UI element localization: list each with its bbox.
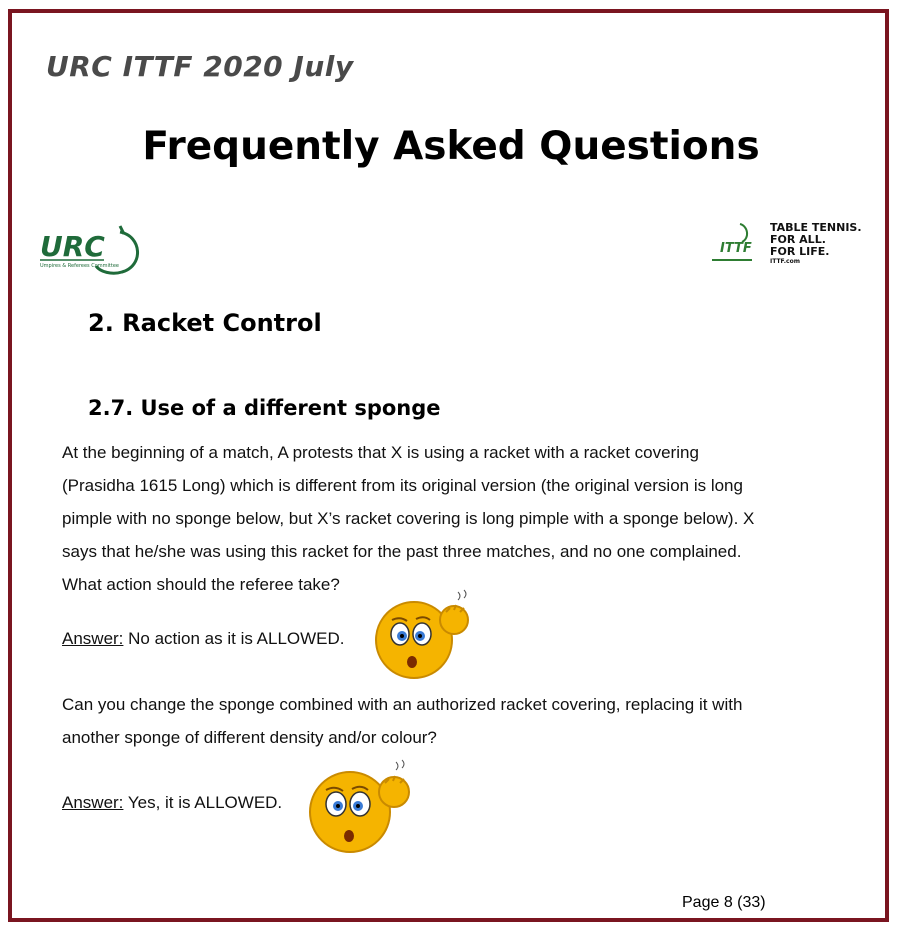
answer-2-text: Yes, it is ALLOWED.: [123, 793, 283, 812]
ittf-tagline-3: FOR LIFE.: [770, 245, 830, 258]
ittf-tagline-1: TABLE TENNIS.: [770, 221, 862, 234]
section-title: 2. Racket Control: [88, 309, 322, 337]
question-2-line: another sponge of different density and/or colour?: [62, 728, 437, 747]
confused-emoji-icon: [304, 754, 416, 858]
answer-2-label: Answer:: [62, 793, 124, 812]
ittf-tagline-2: FOR ALL.: [770, 233, 826, 246]
ittf-url: ITTF.com: [770, 258, 800, 265]
question-1-line: pimple with no sponge below, but X’s racket covering is long pimple with a sponge below). X: [62, 509, 755, 528]
page-title: Frequently Asked Questions: [142, 124, 760, 169]
page-number: Page 8 (33): [682, 894, 766, 911]
question-1-line: What action should the referee take?: [62, 575, 340, 594]
confused-emoji-icon: [372, 586, 478, 686]
urc-logo-subtitle: Umpires & Referees Committee: [40, 263, 120, 269]
answer-1-label: Answer:: [62, 629, 124, 648]
question-2-text: [62, 688, 822, 754]
subsection-title: 2.7. Use of a different sponge: [88, 396, 441, 420]
question-1-line: (Prasidha 1615 Long) which is different from its original version (the original version is long: [62, 476, 743, 495]
urc-logo: [38, 220, 148, 278]
document-header: URC ITTF 2020 July: [46, 50, 354, 83]
question-1-line: says that he/she was using this racket for the past three matches, and no one complained.: [62, 542, 742, 561]
ittf-logo-mark: ITTF: [720, 241, 752, 256]
answer-1: [62, 629, 345, 649]
question-2-line: Can you change the sponge combined with an authorized racket covering, replacing it with: [62, 695, 743, 714]
question-1-text: [62, 436, 822, 601]
question-1-line: At the beginning of a match, A protests that X is using a racket with a racket covering: [62, 443, 699, 462]
answer-2: [62, 793, 282, 813]
ittf-tagline: [770, 222, 862, 266]
answer-1-text: No action as it is ALLOWED.: [123, 629, 345, 648]
urc-logo-text: URC: [40, 230, 105, 263]
